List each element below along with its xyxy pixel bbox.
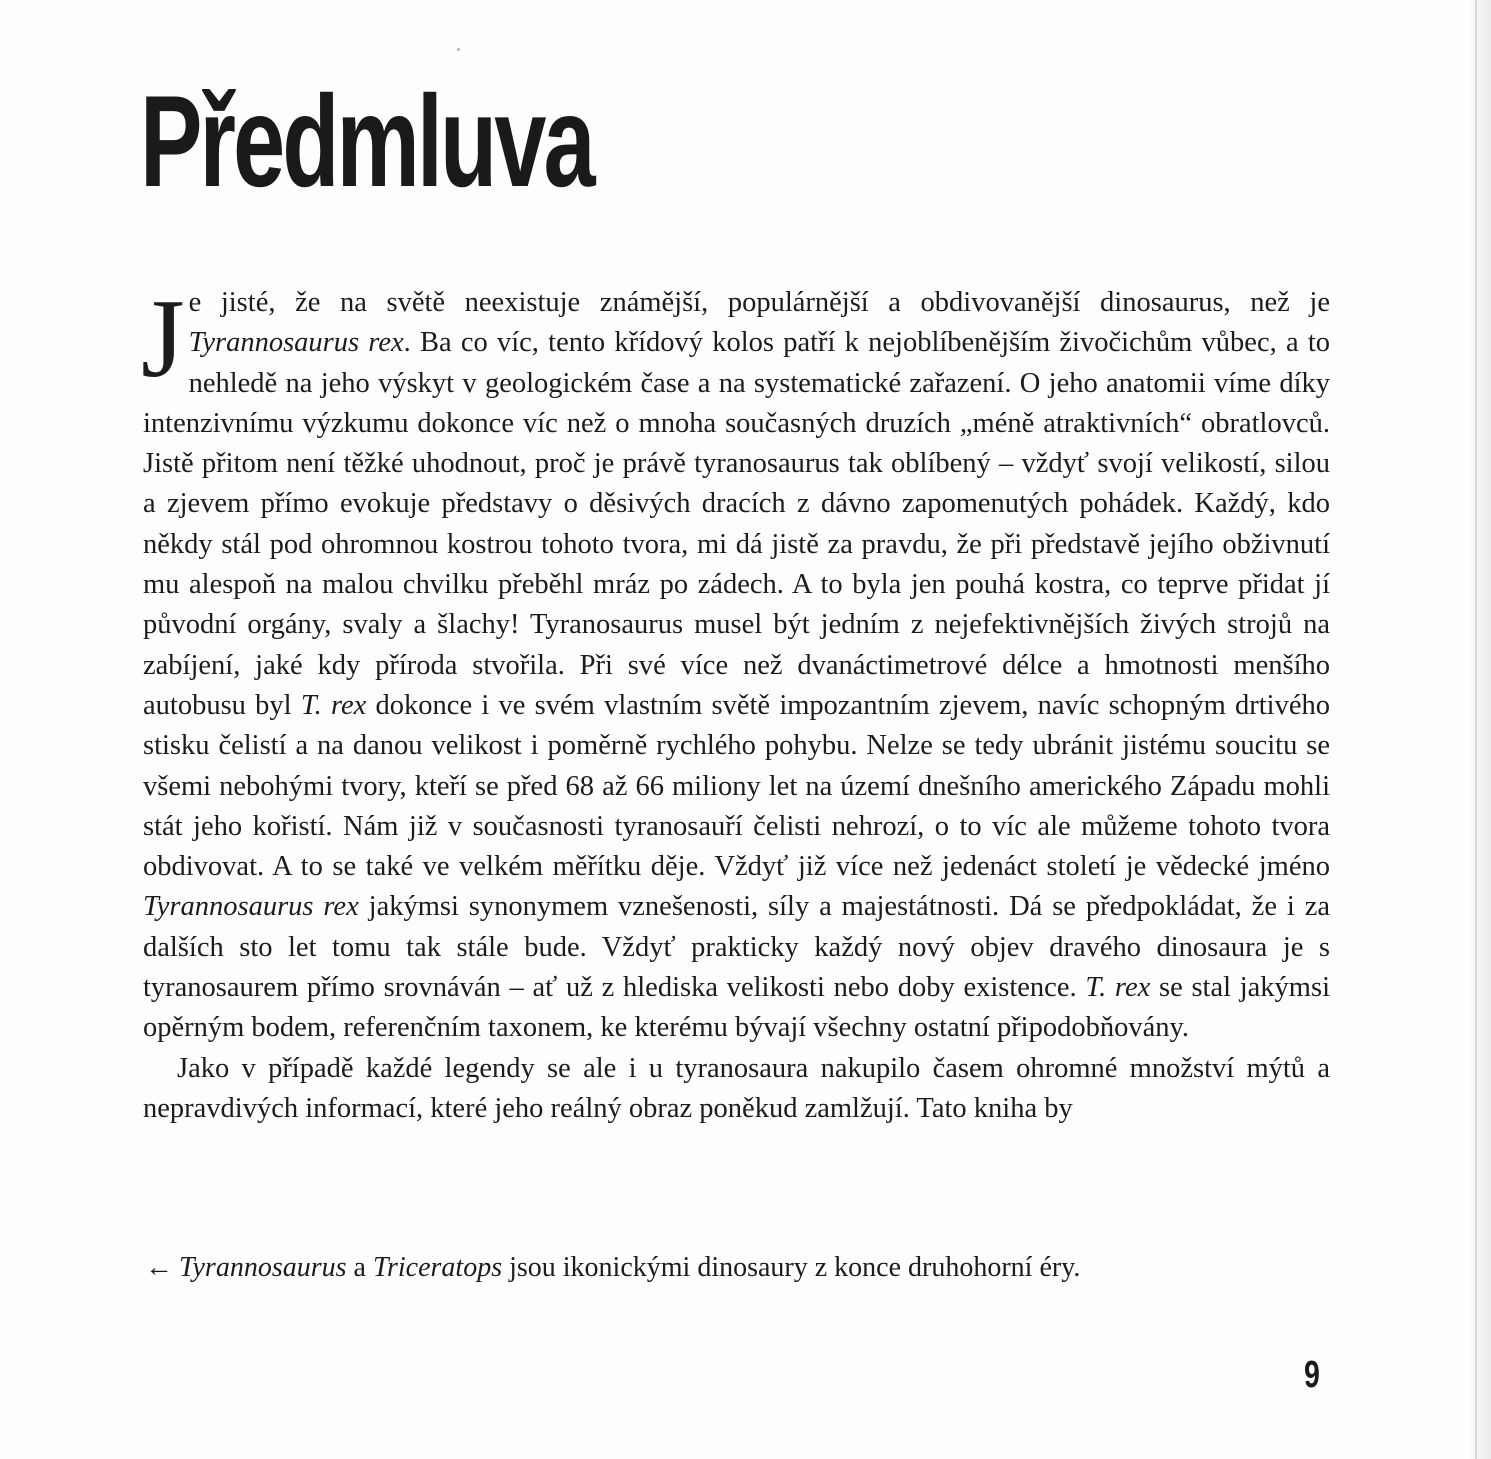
left-arrow-icon: ← <box>145 1252 173 1283</box>
species-name: Tyrannosaurus rex <box>143 891 359 923</box>
page-edge-shadow <box>1469 0 1491 1459</box>
paragraph-2: Jako v případě každé legendy se ale i u tyranosaura nakupilo časem ohromné množství mýtů a nepravdivých informací, které jeho reálný obraz poněkud zamlžují. Tato kniha by <box>143 1052 1330 1124</box>
species-name: Tyrannosaurus rex <box>188 327 404 359</box>
paragraph-1-text-e: se stal jakýmsi opěrným bodem, referenčním taxonem, ke kterému bývají všechny ostatní připodobňovány. <box>143 972 1330 1044</box>
paragraph-1-text-c: dokonce i ve svém vlastním světě impozantním zjevem, navíc schopným drtivého stisku čelistí a na danou velikost i poměrně rychlého pohybu. Nelze se tedy ubránit jistému soucitu se všemi nebohými tvory, kteří se před 68 až 66 miliony let na území dnešního amerického Západu mohli stát jeho kořistí. Nám již v současnosti tyranosauří čelisti nehrozí, o to víc ale můžeme tohoto tvora obdivovat. A to se také ve velkém měřítku děje. Vždyť již více než jedenáct století je vědecké jméno <box>143 689 1330 883</box>
page-edge-line <box>1475 0 1477 1459</box>
paragraph-1-text-d: jakýmsi synonymem vznešenosti, síly a majestátnosti. Dá se předpokládat, že i za dalších sto let tomu tak stále bude. Vždyť prakticky každý nový objev dravého dinosaura je s tyranosaurem přímo srovnáván – ať už z hlediska velikosti nebo doby existence. <box>143 891 1330 1004</box>
species-abbrev: T. rex <box>1085 972 1151 1004</box>
paragraph-1-text-b: . Ba co víc, tento křídový kolos patří k nejoblíbenějším živočichům vůbec, a to nehledě na jeho výskyt v geologickém čase a na systematické zařazení. O jeho anatomii víme díky intenzivnímu výzkumu dokonce víc než o mnoha současných druzích „méně atraktivních“ obratlovců. Jistě přitom není těžké uhodnout, proč je právě tyranosaurus tak oblíbený – vždyť svojí velikostí, silou a zjevem přímo evokuje představy o děsivých dracích z dávno zapomenutých pohádek. Každý, kdo někdy stál pod ohromnou kostrou tohoto tvora, mi dá jistě za pravdu, že při představě jejího obživnutí mu alespoň na malou chvilku přeběhl mráz po zádech. A to byla jen pouhá kostra, co teprve přidat jí původní orgány, svaly a šlachy! Tyranosaurus musel být jedním z nejefektivnějších živých strojů na zabíjení, jaké kdy příroda stvořila. Při své více než dvanáctimetrové délce a hmotnosti menšího autobusu byl <box>143 327 1330 721</box>
caption-species-2: Triceratops <box>372 1252 503 1283</box>
drop-cap: J <box>141 277 185 401</box>
scan-speck <box>457 48 460 51</box>
caption-species-1: Tyrannosaurus <box>179 1252 347 1283</box>
page-number: 9 <box>1304 1354 1320 1396</box>
page-title: Předmluva <box>140 68 593 214</box>
caption-conjunction: a <box>346 1252 373 1283</box>
figure-caption <box>145 1248 1080 1288</box>
paragraph-1 <box>141 277 1330 1049</box>
paragraph-1-text-a: e jisté, že na světě neexistuje známější, populárnější a obdivovanější dinosaurus, než je <box>188 287 1330 318</box>
species-abbrev: T. rex <box>300 689 367 721</box>
caption-text: jsou ikonickými dinosaury z konce druhohorní éry. <box>502 1252 1081 1283</box>
body-text <box>141 277 1330 1129</box>
